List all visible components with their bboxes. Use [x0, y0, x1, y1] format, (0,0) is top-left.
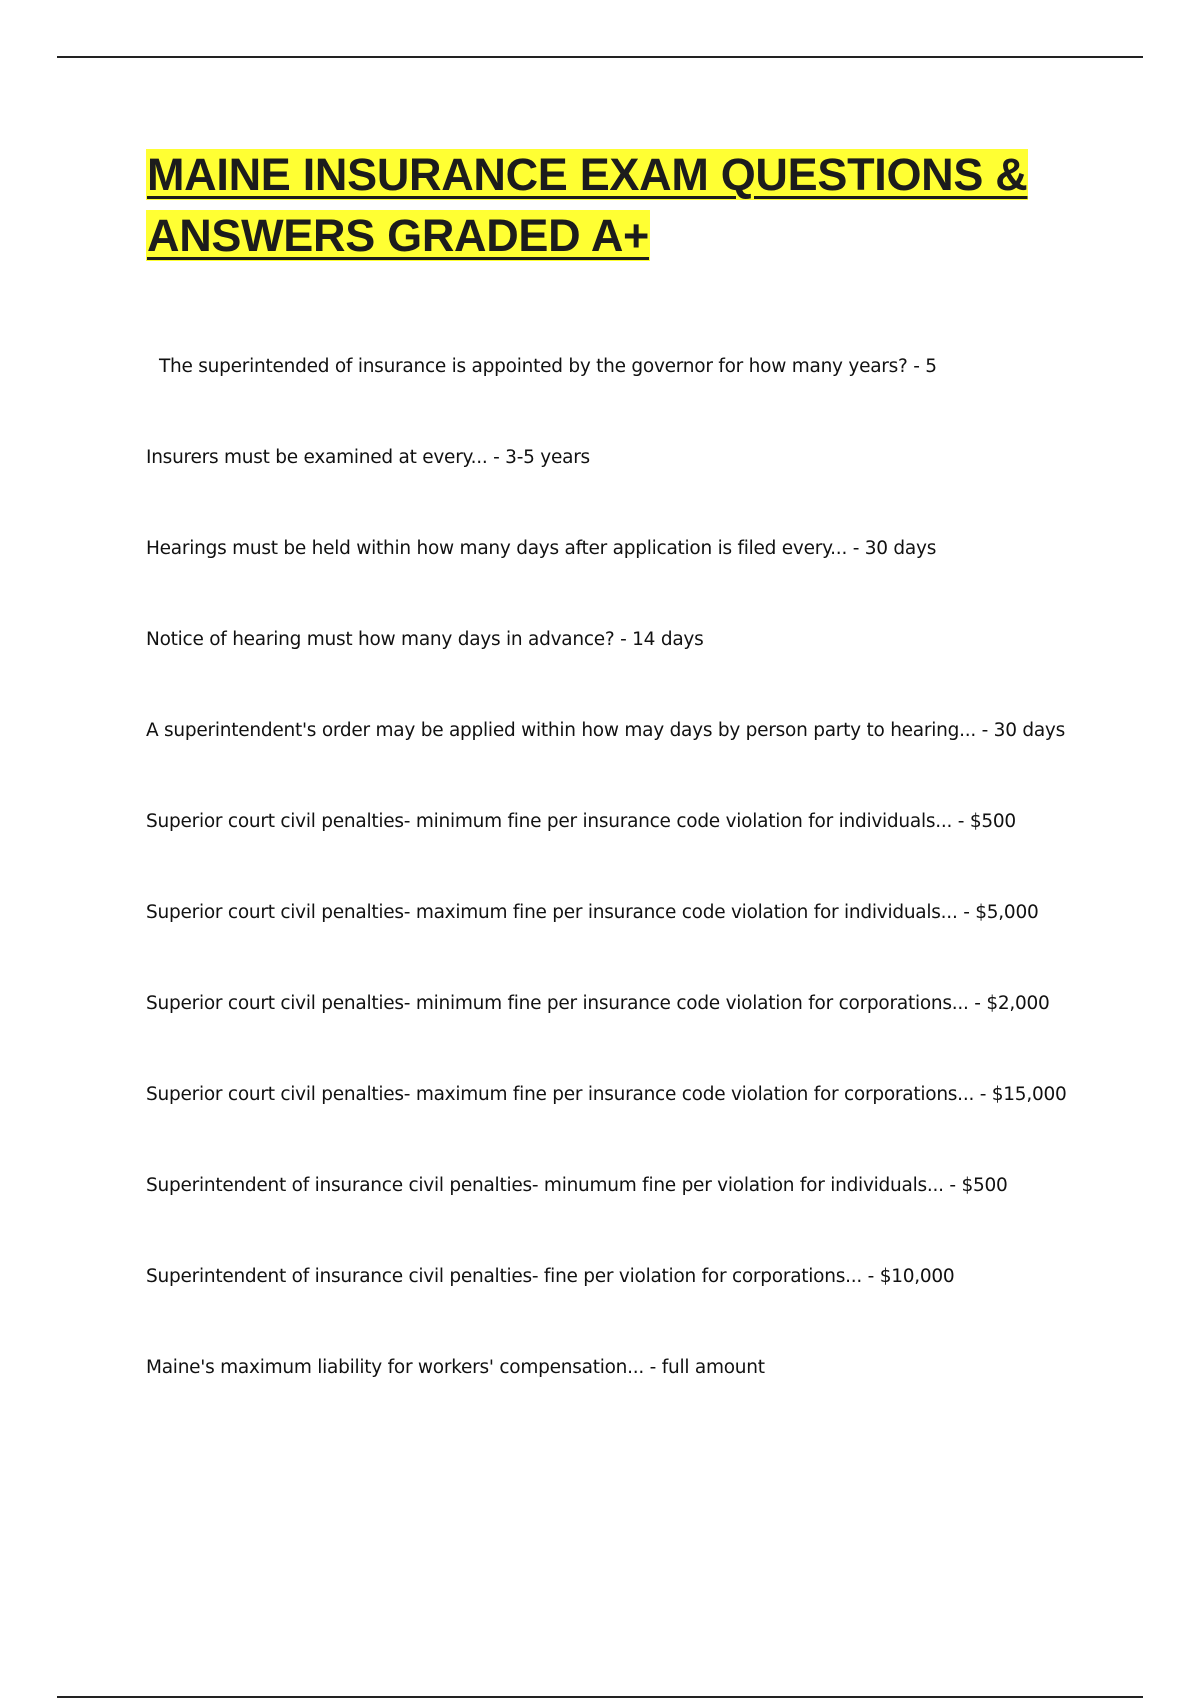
top-rule [57, 56, 1143, 58]
qa-list [146, 352, 1106, 1444]
qa-item: A superintendent's order may be applied within how may days by person party to hearing... - 30 days [146, 720, 1066, 741]
qa-item: Notice of hearing must how many days in advance? - 14 days [146, 629, 704, 650]
qa-item: Superior court civil penalties- maximum fine per insurance code violation for corporations... - $15,000 [146, 1084, 1067, 1105]
qa-item: Superior court civil penalties- minimum fine per insurance code violation for corporations... - $2,000 [146, 993, 1050, 1014]
qa-item: The superintended of insurance is appointed by the governor for how many years? - 5 [159, 356, 937, 377]
qa-item: Insurers must be examined at every... - 3-5 years [146, 447, 590, 468]
qa-item: Hearings must be held within how many days after application is filed every... - 30 days [146, 538, 937, 559]
document-title-text: MAINE INSURANCE EXAM QUESTIONS & ANSWERS GRADED A+ [147, 149, 1028, 261]
qa-item: Superior court civil penalties- maximum fine per insurance code violation for individuals... - $5,000 [146, 902, 1039, 923]
qa-item: Maine's maximum liability for workers' compensation... - full amount [146, 1357, 765, 1378]
qa-item: Superintendent of insurance civil penalties- fine per violation for corporations... - $10,000 [146, 1266, 955, 1287]
qa-item: Superior court civil penalties- minimum fine per insurance code violation for individuals... - $500 [146, 811, 1016, 832]
qa-item: Superintendent of insurance civil penalties- minumum fine per violation for individuals... - $500 [146, 1175, 1008, 1196]
document-title [146, 144, 1086, 266]
bottom-rule [57, 1696, 1143, 1698]
